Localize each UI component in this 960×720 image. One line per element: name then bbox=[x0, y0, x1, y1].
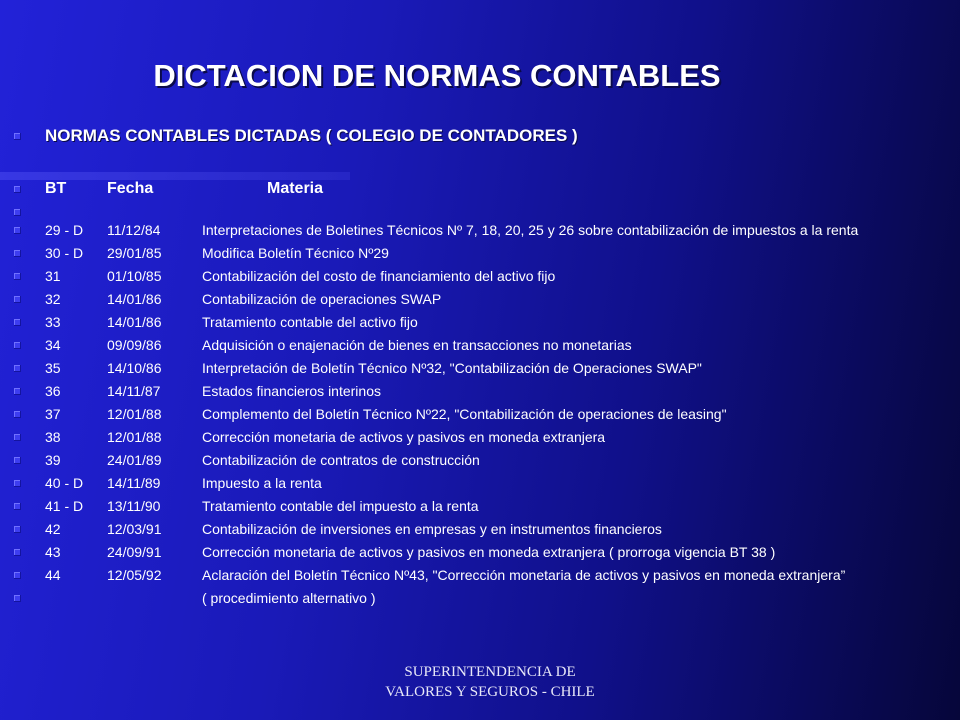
table-row bbox=[14, 204, 954, 216]
materia-cell: Interpretaciones de Boletines Técnicos Nº 7, 18, 20, 25 y 26 sobre contabilización de impuestos a la renta bbox=[202, 222, 859, 238]
square-bullet-icon bbox=[14, 342, 21, 349]
square-bullet-icon bbox=[14, 457, 21, 464]
square-bullet-icon bbox=[14, 526, 21, 533]
bt-cell: 36 bbox=[45, 383, 61, 399]
materia-cell: Complemento del Boletín Técnico Nº22, "Contabilización de operaciones de leasing" bbox=[202, 406, 727, 422]
square-bullet-icon bbox=[14, 296, 21, 303]
table-row bbox=[14, 544, 954, 561]
bt-cell: 39 bbox=[45, 452, 61, 468]
fecha-cell: 12/05/92 bbox=[107, 567, 162, 583]
table-row bbox=[14, 429, 954, 446]
materia-cell: Contabilización del costo de financiamiento del activo fijo bbox=[202, 268, 556, 284]
table-row bbox=[14, 291, 954, 308]
square-bullet-icon bbox=[14, 549, 21, 556]
norms-table bbox=[14, 204, 954, 613]
table-row bbox=[14, 521, 954, 538]
bt-cell: 43 bbox=[45, 544, 61, 560]
square-bullet-icon bbox=[14, 209, 21, 216]
fecha-cell: 12/01/88 bbox=[107, 406, 162, 422]
table-row bbox=[14, 245, 954, 262]
square-bullet-icon bbox=[14, 319, 21, 326]
fecha-cell: 24/09/91 bbox=[107, 544, 162, 560]
footer-line-1: SUPERINTENDENCIA DE bbox=[404, 664, 576, 680]
materia-cell: Contabilización de contratos de construcción bbox=[202, 452, 480, 468]
bt-cell: 31 bbox=[45, 268, 61, 284]
bt-cell: 34 bbox=[45, 337, 61, 353]
bt-cell: 41 - D bbox=[45, 498, 84, 514]
square-bullet-icon bbox=[14, 572, 21, 579]
bt-cell: 37 bbox=[45, 406, 61, 422]
materia-cell: Contabilización de inversiones en empresas y en instrumentos financieros bbox=[202, 521, 662, 537]
materia-cell: Interpretación de Boletín Técnico Nº32, "Contabilización de Operaciones SWAP" bbox=[202, 360, 702, 376]
square-bullet-icon bbox=[14, 273, 21, 280]
materia-cell: Contabilización de operaciones SWAP bbox=[202, 291, 442, 307]
fecha-cell: 11/12/84 bbox=[107, 222, 161, 238]
table-row bbox=[14, 337, 954, 354]
bt-cell: 32 bbox=[45, 291, 61, 307]
table-row bbox=[14, 475, 954, 492]
square-bullet-icon bbox=[14, 250, 21, 257]
table-row bbox=[14, 268, 954, 285]
materia-cell: Adquisición o enajenación de bienes en transacciones no monetarias bbox=[202, 337, 632, 353]
square-bullet-icon bbox=[14, 411, 21, 418]
table-row bbox=[14, 314, 954, 331]
square-bullet-icon bbox=[14, 186, 21, 193]
materia-cell: Aclaración del Boletín Técnico Nº43, "Corrección monetaria de activos y pasivos en moneda extranjera” bbox=[202, 567, 846, 583]
table-row bbox=[14, 590, 954, 607]
table-row bbox=[14, 498, 954, 515]
fecha-cell: 01/10/85 bbox=[107, 268, 162, 284]
bt-cell: 33 bbox=[45, 314, 61, 330]
square-bullet-icon bbox=[14, 503, 21, 510]
square-bullet-icon bbox=[14, 388, 21, 395]
square-bullet-icon bbox=[14, 133, 21, 140]
square-bullet-icon bbox=[14, 480, 21, 487]
footer-line-2: VALORES Y SEGUROS - CHILE bbox=[385, 684, 595, 700]
divider bbox=[0, 172, 350, 180]
bt-cell: 42 bbox=[45, 521, 61, 537]
materia-cell: Impuesto a la renta bbox=[202, 475, 322, 491]
fecha-cell: 14/11/87 bbox=[107, 383, 161, 399]
table-row bbox=[14, 567, 954, 584]
bt-cell: 35 bbox=[45, 360, 61, 376]
table-header bbox=[14, 180, 323, 198]
subtitle: NORMAS CONTABLES DICTADAS ( COLEGIO DE CONTADORES ) bbox=[45, 126, 578, 145]
bt-cell: 40 - D bbox=[45, 475, 84, 491]
fecha-cell: 14/10/86 bbox=[107, 360, 162, 376]
fecha-cell: 14/01/86 bbox=[107, 314, 162, 330]
fecha-cell: 29/01/85 bbox=[107, 245, 162, 261]
slide-title: DICTACION DE NORMAS CONTABLES bbox=[153, 58, 721, 93]
materia-cell: Modifica Boletín Técnico Nº29 bbox=[202, 245, 389, 261]
materia-cell: Tratamiento contable del impuesto a la renta bbox=[202, 498, 479, 514]
square-bullet-icon bbox=[14, 434, 21, 441]
header-materia: Materia bbox=[267, 180, 324, 197]
table-row bbox=[14, 360, 954, 377]
subtitle-row bbox=[14, 126, 578, 146]
bt-cell: 29 - D bbox=[45, 222, 84, 238]
fecha-cell: 24/01/89 bbox=[107, 452, 162, 468]
header-bt: BT bbox=[45, 180, 67, 197]
fecha-cell: 09/09/86 bbox=[107, 337, 162, 353]
table-row bbox=[14, 383, 954, 400]
bt-cell: 44 bbox=[45, 567, 61, 583]
materia-cell: Corrección monetaria de activos y pasivos en moneda extranjera bbox=[202, 429, 606, 445]
materia-cell: Corrección monetaria de activos y pasivos en moneda extranjera ( prorroga vigencia BT 38 ) bbox=[202, 544, 776, 560]
materia-cell: ( procedimiento alternativo ) bbox=[202, 590, 376, 606]
table-row bbox=[14, 452, 954, 469]
fecha-cell: 14/01/86 bbox=[107, 291, 162, 307]
bt-cell: 30 - D bbox=[45, 245, 84, 261]
fecha-cell: 13/11/90 bbox=[107, 498, 161, 514]
materia-cell: Estados financieros interinos bbox=[202, 383, 381, 399]
fecha-cell: 14/11/89 bbox=[107, 475, 161, 491]
square-bullet-icon bbox=[14, 227, 21, 234]
square-bullet-icon bbox=[14, 365, 21, 372]
square-bullet-icon bbox=[14, 595, 21, 602]
header-fecha: Fecha bbox=[107, 180, 154, 197]
bt-cell: 38 bbox=[45, 429, 61, 445]
table-row bbox=[14, 406, 954, 423]
footer bbox=[300, 662, 680, 702]
fecha-cell: 12/03/91 bbox=[107, 521, 162, 537]
table-row bbox=[14, 222, 954, 239]
fecha-cell: 12/01/88 bbox=[107, 429, 162, 445]
materia-cell: Tratamiento contable del activo fijo bbox=[202, 314, 418, 330]
